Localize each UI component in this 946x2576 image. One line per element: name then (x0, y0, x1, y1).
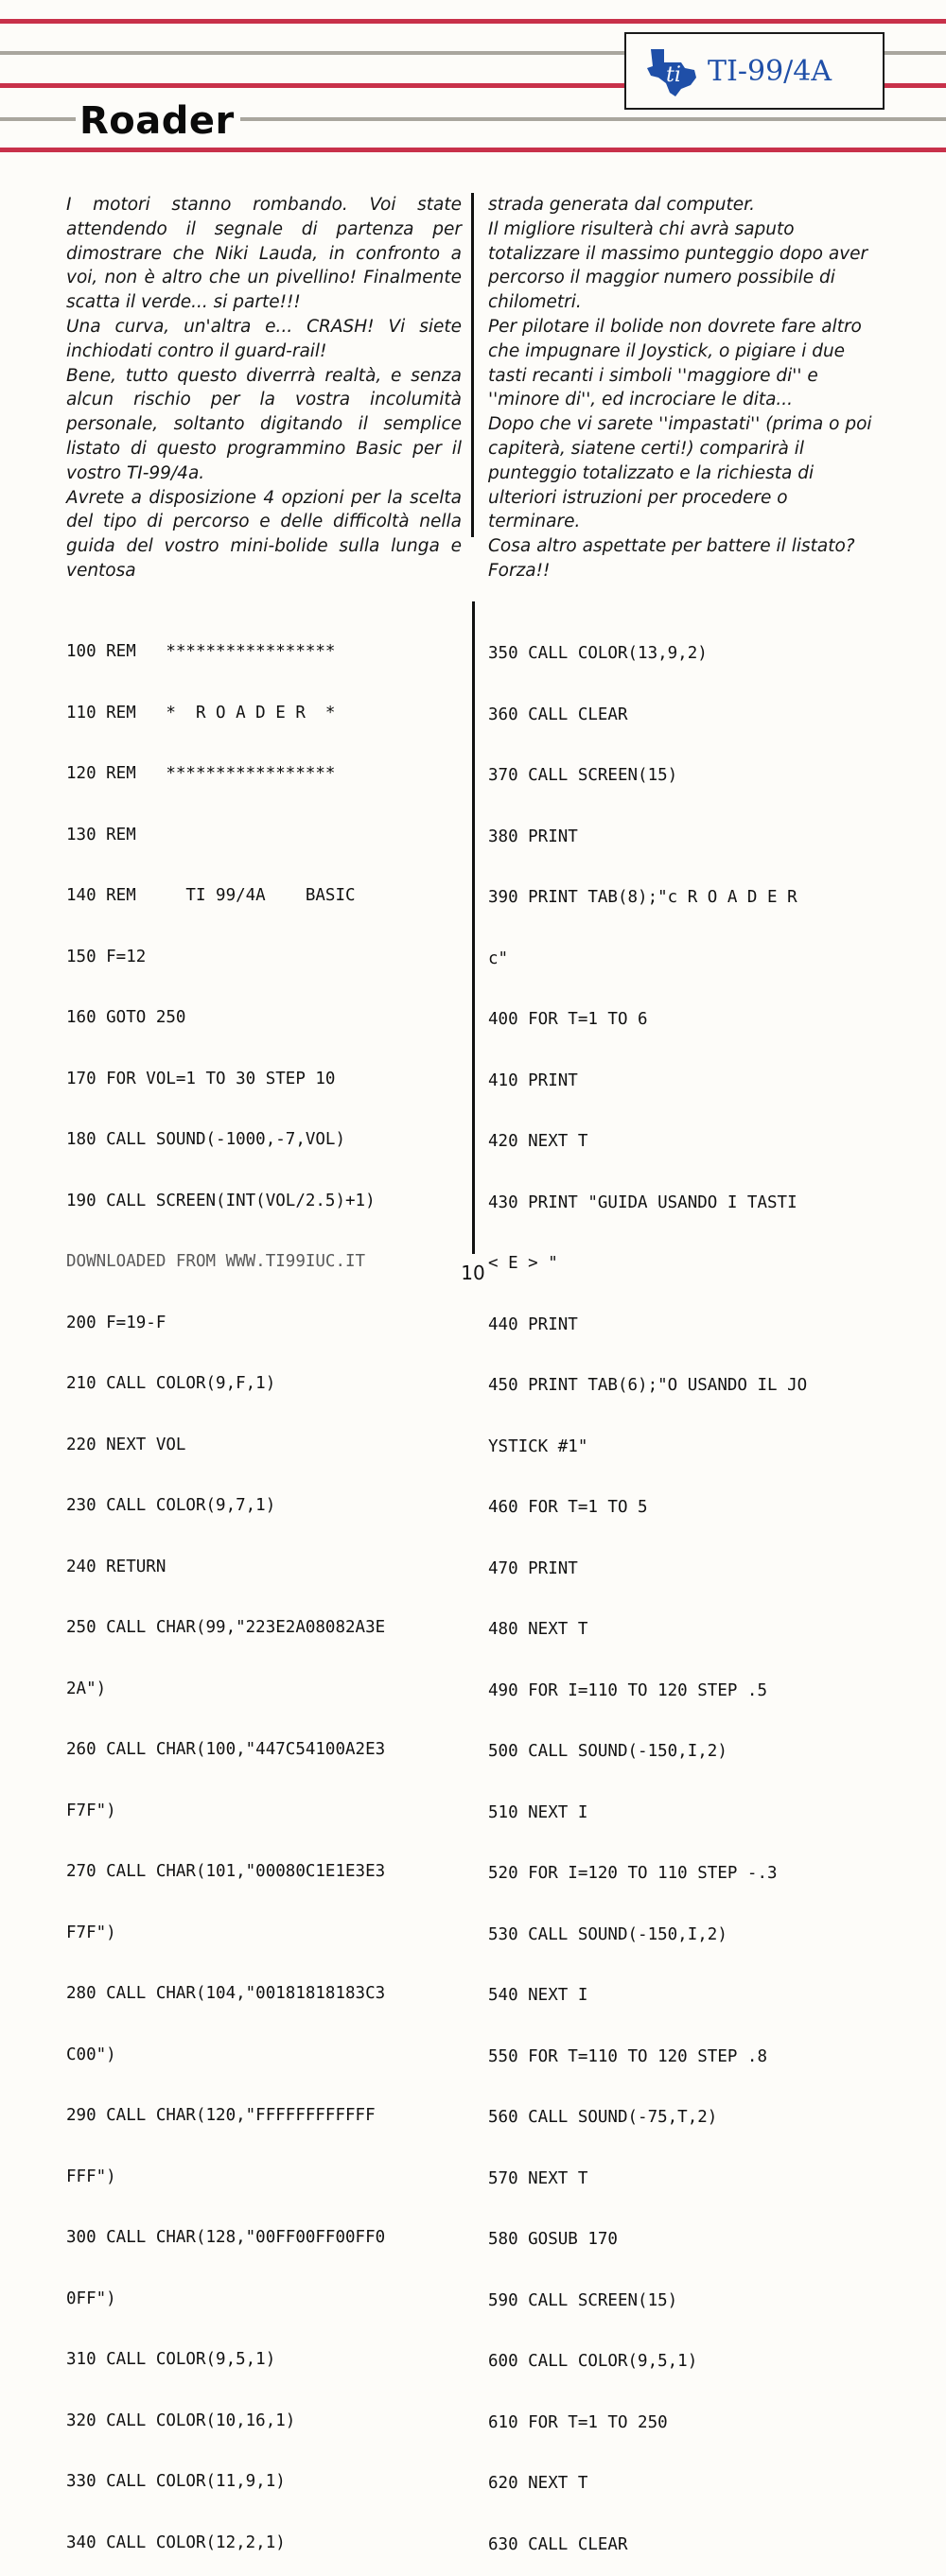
code-line: 580 GOSUB 170 (488, 2230, 618, 2249)
code-line: c" (488, 949, 509, 968)
intro-paragraph: Bene, tutto questo diverrrà realtà, e senza alcun rischio per la vostra incolumità personale, soltanto digitando il semplice listato di questo programmino Basic per il vostro TI-99/4a. (66, 365, 462, 483)
code-line: 170 FOR VOL=1 TO 30 STEP 10 (66, 1069, 336, 1088)
code-line: F7F") (66, 1923, 116, 1942)
texas-instruments-icon (643, 44, 700, 98)
code-line: 310 CALL COLOR(9,5,1) (66, 2350, 276, 2369)
download-note: DOWNLOADED FROM WWW.TI99IUC.IT (66, 1252, 366, 1271)
code-line: 210 CALL COLOR(9,F,1) (66, 1374, 276, 1393)
code-line: 400 FOR T=1 TO 6 (488, 1010, 648, 1029)
code-line: 560 CALL SOUND(-75,T,2) (488, 2108, 718, 2127)
intro-paragraph: Per pilotare il bolide non dovrete fare altro che impugnare il Joystick, o pigiare i due tasti recanti i simboli ''maggiore di'' e ''minore di'', ed incrociare le dita... (488, 316, 862, 410)
intro-paragraph: I motori stanno rombando. Voi state attendendo il segnale di partenza per dimostrare che Niki Lauda, in confronto a voi, non è altro che un pivellino! Finalmente scatta il verde... si parte!!! (66, 195, 462, 313)
code-line: 540 NEXT I (488, 1986, 588, 2005)
code-line: 110 REM * R O A D E R * (66, 703, 336, 722)
intro-paragraph: strada generata dal computer. (488, 195, 755, 215)
code-line: 230 CALL COLOR(9,7,1) (66, 1496, 276, 1515)
code-line: 260 CALL CHAR(100,"447C54100A2E3 (66, 1740, 386, 1759)
column-divider (472, 601, 475, 1254)
page-title: Roader (76, 102, 240, 140)
code-line: 120 REM ***************** (66, 764, 336, 783)
code-line: 430 PRINT "GUIDA USANDO I TASTI (488, 1192, 797, 1212)
column-divider (471, 193, 474, 537)
code-line: 140 REM TI 99/4A BASIC (66, 886, 356, 905)
code-line: 460 FOR T=1 TO 5 (488, 1498, 648, 1517)
code-line: 270 CALL CHAR(101,"00080C1E1E3E3 (66, 1862, 386, 1881)
code-line: 100 REM ***************** (66, 642, 336, 661)
code-line: 450 PRINT TAB(6);"O USANDO IL JO (488, 1376, 808, 1395)
code-line: < E > " (488, 1254, 558, 1273)
code-line: 160 GOTO 250 (66, 1008, 186, 1027)
header-stripe (0, 148, 946, 152)
code-line: 240 RETURN (66, 1557, 166, 1576)
code-line: 410 PRINT (488, 1070, 578, 1090)
code-line: 340 CALL COLOR(12,2,1) (66, 2532, 286, 2552)
code-line: 620 NEXT T (488, 2474, 588, 2493)
code-line: 520 FOR I=120 TO 110 STEP -.3 (488, 1864, 778, 1883)
code-line: 380 PRINT (488, 827, 578, 846)
code-line: 590 CALL SCREEN(15) (488, 2290, 678, 2310)
ti-logo-box (624, 32, 885, 110)
intro-paragraph: Il migliore risulterà chi avrà saputo totalizzare il massimo punteggio dopo aver percorso il maggior numero possibile di chilometri. (488, 218, 868, 313)
page-number: 10 (461, 1262, 485, 1284)
code-line: 490 FOR I=110 TO 120 STEP .5 (488, 1680, 768, 1700)
code-line: 500 CALL SOUND(-150,I,2) (488, 1742, 727, 1761)
code-line: 480 NEXT T (488, 1620, 588, 1639)
code-line: 330 CALL COLOR(11,9,1) (66, 2472, 286, 2491)
header-stripe (0, 19, 946, 24)
intro-column-right (488, 193, 884, 583)
intro-paragraph: Cosa altro aspettate per battere il listato? Forza!! (488, 536, 855, 581)
code-line: 570 NEXT T (488, 2168, 588, 2188)
code-line: 150 F=12 (66, 947, 147, 966)
intro-paragraph: Avrete a disposizione 4 opzioni per la scelta del tipo di percorso e delle difficoltà nella guida del vostro mini-bolide sulla lunga e ventosa (66, 487, 462, 581)
code-line: 200 F=19-F (66, 1313, 166, 1332)
code-line: 630 CALL CLEAR (488, 2534, 628, 2554)
code-line: 130 REM (66, 825, 136, 844)
code-line: 530 CALL SOUND(-150,I,2) (488, 1924, 727, 1944)
code-line: 600 CALL COLOR(9,5,1) (488, 2352, 698, 2371)
code-line: YSTICK #1" (488, 1436, 588, 1456)
intro-paragraph: Dopo che vi sarete ''impastati'' (prima o poi capiterà, siatene certi!) comparirà il punteggio totalizzato e la richiesta di ulteriori istruzioni per procedere o terminare. (488, 414, 872, 532)
code-line: F7F") (66, 1801, 116, 1820)
code-line: 420 NEXT T (488, 1132, 588, 1151)
code-line: FFF") (66, 2167, 116, 2186)
logo-text: TI-99/4A (708, 54, 832, 88)
code-line: 2A") (66, 1679, 107, 1698)
code-line: 370 CALL SCREEN(15) (488, 766, 678, 785)
code-line: 280 CALL CHAR(104,"00181818183C3 (66, 1984, 386, 2003)
code-line: 320 CALL COLOR(10,16,1) (66, 2411, 296, 2430)
code-line: 300 CALL CHAR(128,"00FF00FF00FF0 (66, 2228, 386, 2247)
code-line: 470 PRINT (488, 1558, 578, 1578)
code-line: 610 FOR T=1 TO 250 (488, 2412, 668, 2432)
code-line: 440 PRINT (488, 1314, 578, 1334)
svg-text:ti: ti (666, 63, 681, 87)
intro-paragraph: Una curva, un'altra e... CRASH! Vi siete inchiodati contro il guard-rail! (66, 316, 462, 361)
code-line: 390 PRINT TAB(8);"c R O A D E R (488, 888, 797, 907)
code-line: 550 FOR T=110 TO 120 STEP .8 (488, 2046, 768, 2066)
code-line: 0FF") (66, 2289, 116, 2308)
code-line: 180 CALL SOUND(-1000,-7,VOL) (66, 1130, 346, 1149)
intro-column-left (66, 193, 462, 583)
code-line: 220 NEXT VOL (66, 1435, 186, 1454)
code-line: C00") (66, 2045, 116, 2064)
code-line: 250 CALL CHAR(99,"223E2A08082A3E (66, 1618, 386, 1637)
code-listing-left (66, 601, 385, 2574)
code-line: 360 CALL CLEAR (488, 705, 628, 724)
code-listing-right (488, 603, 807, 2576)
code-line: 290 CALL CHAR(120,"FFFFFFFFFFFF (66, 2106, 376, 2125)
code-line: 350 CALL COLOR(13,9,2) (488, 644, 708, 663)
code-line: 510 NEXT I (488, 1802, 588, 1822)
code-line: 190 CALL SCREEN(INT(VOL/2.5)+1) (66, 1191, 376, 1210)
